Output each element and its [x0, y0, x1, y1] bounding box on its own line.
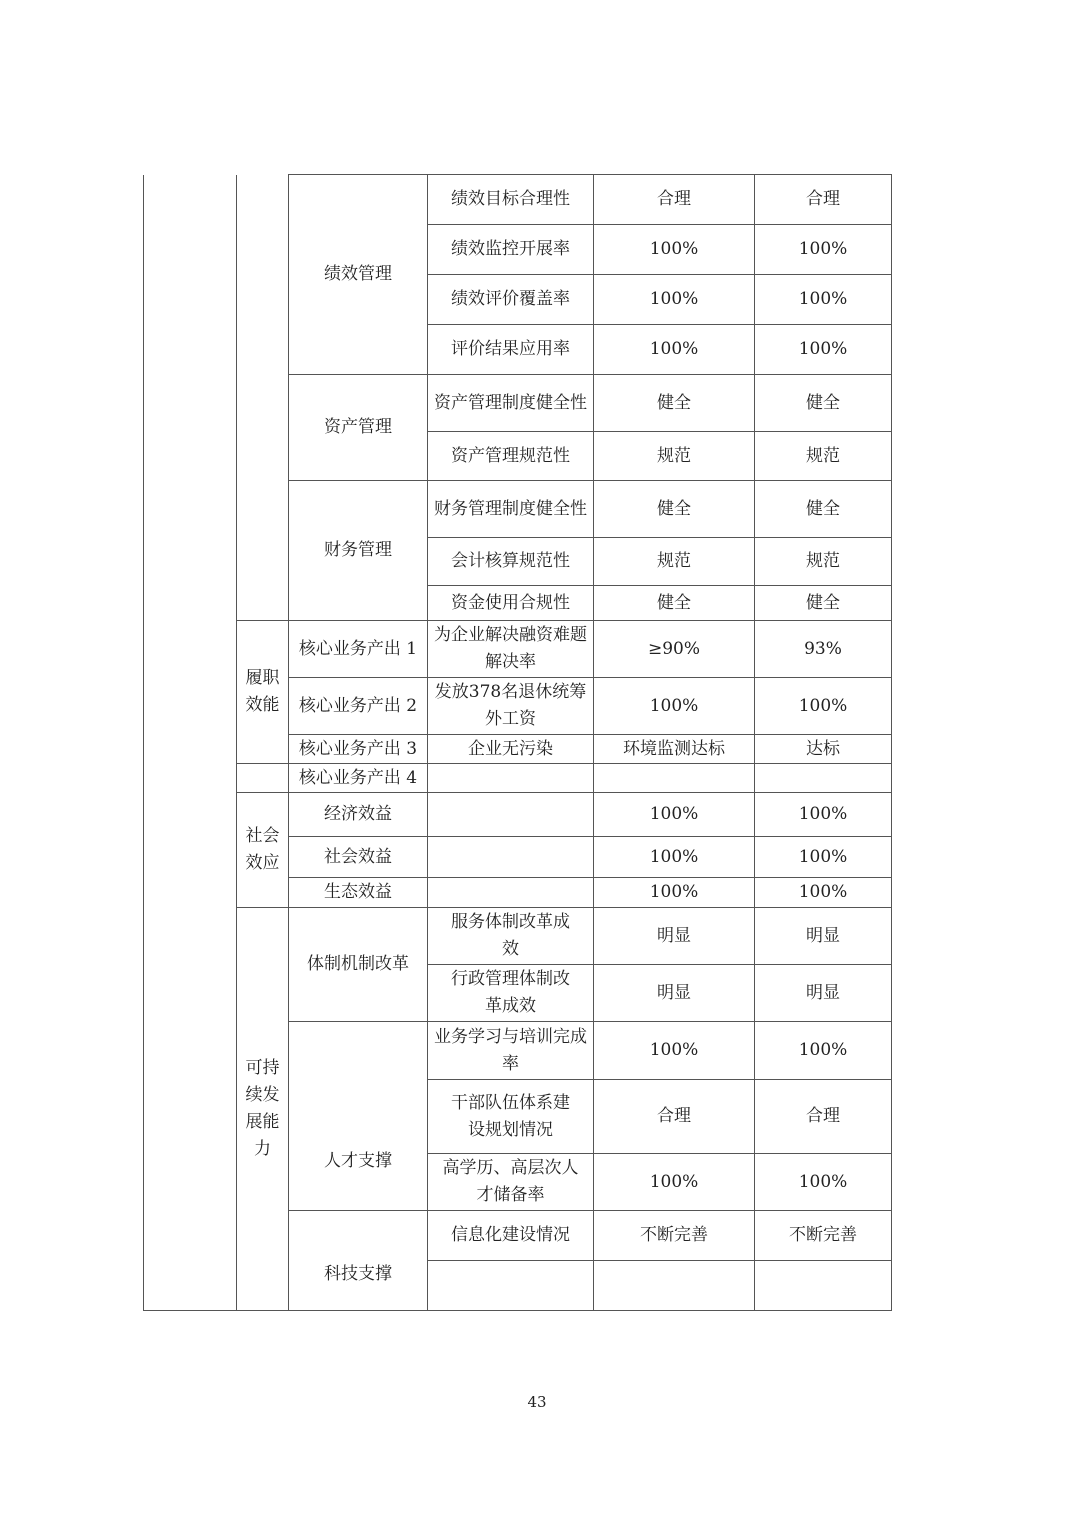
actual-value-cell [755, 1261, 892, 1311]
target-value-cell: 100% [594, 275, 755, 325]
table-row [144, 175, 892, 225]
target-value-cell: 100% [594, 678, 755, 735]
level3-indicator-cell: 核心业务产出 2 [289, 678, 428, 735]
level3-indicator-cell: 经济效益 [289, 793, 428, 837]
target-value-cell: 健全 [594, 586, 755, 621]
indicator-name-cell: 评价结果应用率 [428, 325, 594, 375]
indicator-name-cell: 资产管理规范性 [428, 432, 594, 481]
indicator-name-cell [428, 965, 594, 1022]
table-row [144, 764, 892, 793]
actual-value-cell: 100% [755, 225, 892, 275]
indicator-name-cell [428, 764, 594, 793]
actual-value-cell: 100% [755, 878, 892, 908]
target-value-cell: 100% [594, 837, 755, 878]
actual-value-cell: 健全 [755, 375, 892, 432]
level2-indicator-cell [237, 175, 289, 621]
actual-value-cell: 100% [755, 325, 892, 375]
indicator-name-text: 干部队伍体系建设规划情况 [450, 1092, 570, 1140]
target-value-cell [594, 764, 755, 793]
target-value-cell: 合理 [594, 1080, 755, 1154]
level2-indicator-cell: 社会效应 [237, 793, 289, 908]
target-value-cell: 100% [594, 793, 755, 837]
indicator-name-cell [428, 908, 594, 965]
level3-indicator-cell: 资产管理 [289, 375, 428, 481]
actual-value-cell: 合理 [755, 175, 892, 225]
actual-value-cell: 不断完善 [755, 1211, 892, 1261]
level1-indicator-cell [144, 175, 237, 1311]
actual-value-cell: 100% [755, 1154, 892, 1211]
level2-indicator-cell [237, 764, 289, 793]
performance-indicator-table [143, 174, 892, 1311]
actual-value-cell: 100% [755, 275, 892, 325]
indicator-name-cell [428, 878, 594, 908]
actual-value-cell: 达标 [755, 735, 892, 764]
target-value-cell: 合理 [594, 175, 755, 225]
indicator-name-cell: 绩效监控开展率 [428, 225, 594, 275]
indicator-name-cell: 为企业解决融资难题解决率 [428, 621, 594, 678]
target-value-cell: 明显 [594, 965, 755, 1022]
indicator-name-text: 服务体制改革成效 [450, 912, 570, 959]
indicator-name-cell: 财务管理制度健全性 [428, 481, 594, 538]
indicator-name-cell: 资金使用合规性 [428, 586, 594, 621]
table-row [144, 621, 892, 678]
level2-indicator-cell [237, 908, 289, 1311]
level3-indicator-cell: 社会效益 [289, 837, 428, 878]
indicator-name-cell: 会计核算规范性 [428, 538, 594, 586]
target-value-cell: 规范 [594, 432, 755, 481]
level3-indicator-cell: 核心业务产出 1 [289, 621, 428, 678]
level2-indicator-cell: 履职效能 [237, 621, 289, 764]
actual-value-cell: 合理 [755, 1080, 892, 1154]
actual-value-cell: 100% [755, 793, 892, 837]
target-value-cell: ≥90% [594, 621, 755, 678]
actual-value-cell: 规范 [755, 538, 892, 586]
table-row [144, 793, 892, 837]
target-value-cell: 100% [594, 225, 755, 275]
indicator-name-text: 高学历、高层次人才储备率 [442, 1158, 579, 1205]
page-number: 43 [527, 1393, 547, 1411]
actual-value-cell: 健全 [755, 586, 892, 621]
target-value-cell: 健全 [594, 375, 755, 432]
level3-indicator-cell: 人才支撑 [289, 1022, 428, 1211]
indicator-name-cell [428, 1261, 594, 1311]
actual-value-cell: 100% [755, 1022, 892, 1080]
target-value-cell: 不断完善 [594, 1211, 755, 1261]
target-value-cell: 100% [594, 1022, 755, 1080]
target-value-cell: 规范 [594, 538, 755, 586]
actual-value-cell: 93% [755, 621, 892, 678]
level3-indicator-cell: 核心业务产出 3 [289, 735, 428, 764]
actual-value-cell: 明显 [755, 965, 892, 1022]
indicator-name-cell [428, 1154, 594, 1211]
level3-indicator-cell: 生态效益 [289, 878, 428, 908]
actual-value-cell: 明显 [755, 908, 892, 965]
actual-value-cell: 100% [755, 678, 892, 735]
target-value-cell: 明显 [594, 908, 755, 965]
actual-value-cell: 健全 [755, 481, 892, 538]
actual-value-cell: 规范 [755, 432, 892, 481]
indicator-name-cell: 发放378名退休统筹外工资 [428, 678, 594, 735]
level3-indicator-cell: 体制机制改革 [289, 908, 428, 1022]
indicator-name-cell [428, 837, 594, 878]
level3-indicator-cell: 财务管理 [289, 481, 428, 621]
indicator-name-cell [428, 793, 594, 837]
level2-label: 可持续发展能力 [245, 1058, 280, 1159]
actual-value-cell [755, 764, 892, 793]
target-value-cell: 100% [594, 878, 755, 908]
target-value-cell: 100% [594, 1154, 755, 1211]
target-value-cell [594, 1261, 755, 1311]
indicator-name-cell: 企业无污染 [428, 735, 594, 764]
level3-indicator-cell: 绩效管理 [289, 175, 428, 375]
actual-value-cell: 100% [755, 837, 892, 878]
indicator-name-cell: 绩效评价覆盖率 [428, 275, 594, 325]
level3-indicator-cell: 科技支撑 [289, 1211, 428, 1311]
target-value-cell: 环境监测达标 [594, 735, 755, 764]
level3-indicator-cell: 核心业务产出 4 [289, 764, 428, 793]
indicator-name-cell: 资产管理制度健全性 [428, 375, 594, 432]
target-value-cell: 健全 [594, 481, 755, 538]
indicator-name-cell [428, 1080, 594, 1154]
target-value-cell: 100% [594, 325, 755, 375]
indicator-name-text: 行政管理体制改革成效 [450, 969, 570, 1016]
indicator-name-cell: 绩效目标合理性 [428, 175, 594, 225]
table-row [144, 908, 892, 965]
indicator-name-cell: 业务学习与培训完成率 [428, 1022, 594, 1080]
indicator-name-cell: 信息化建设情况 [428, 1211, 594, 1261]
